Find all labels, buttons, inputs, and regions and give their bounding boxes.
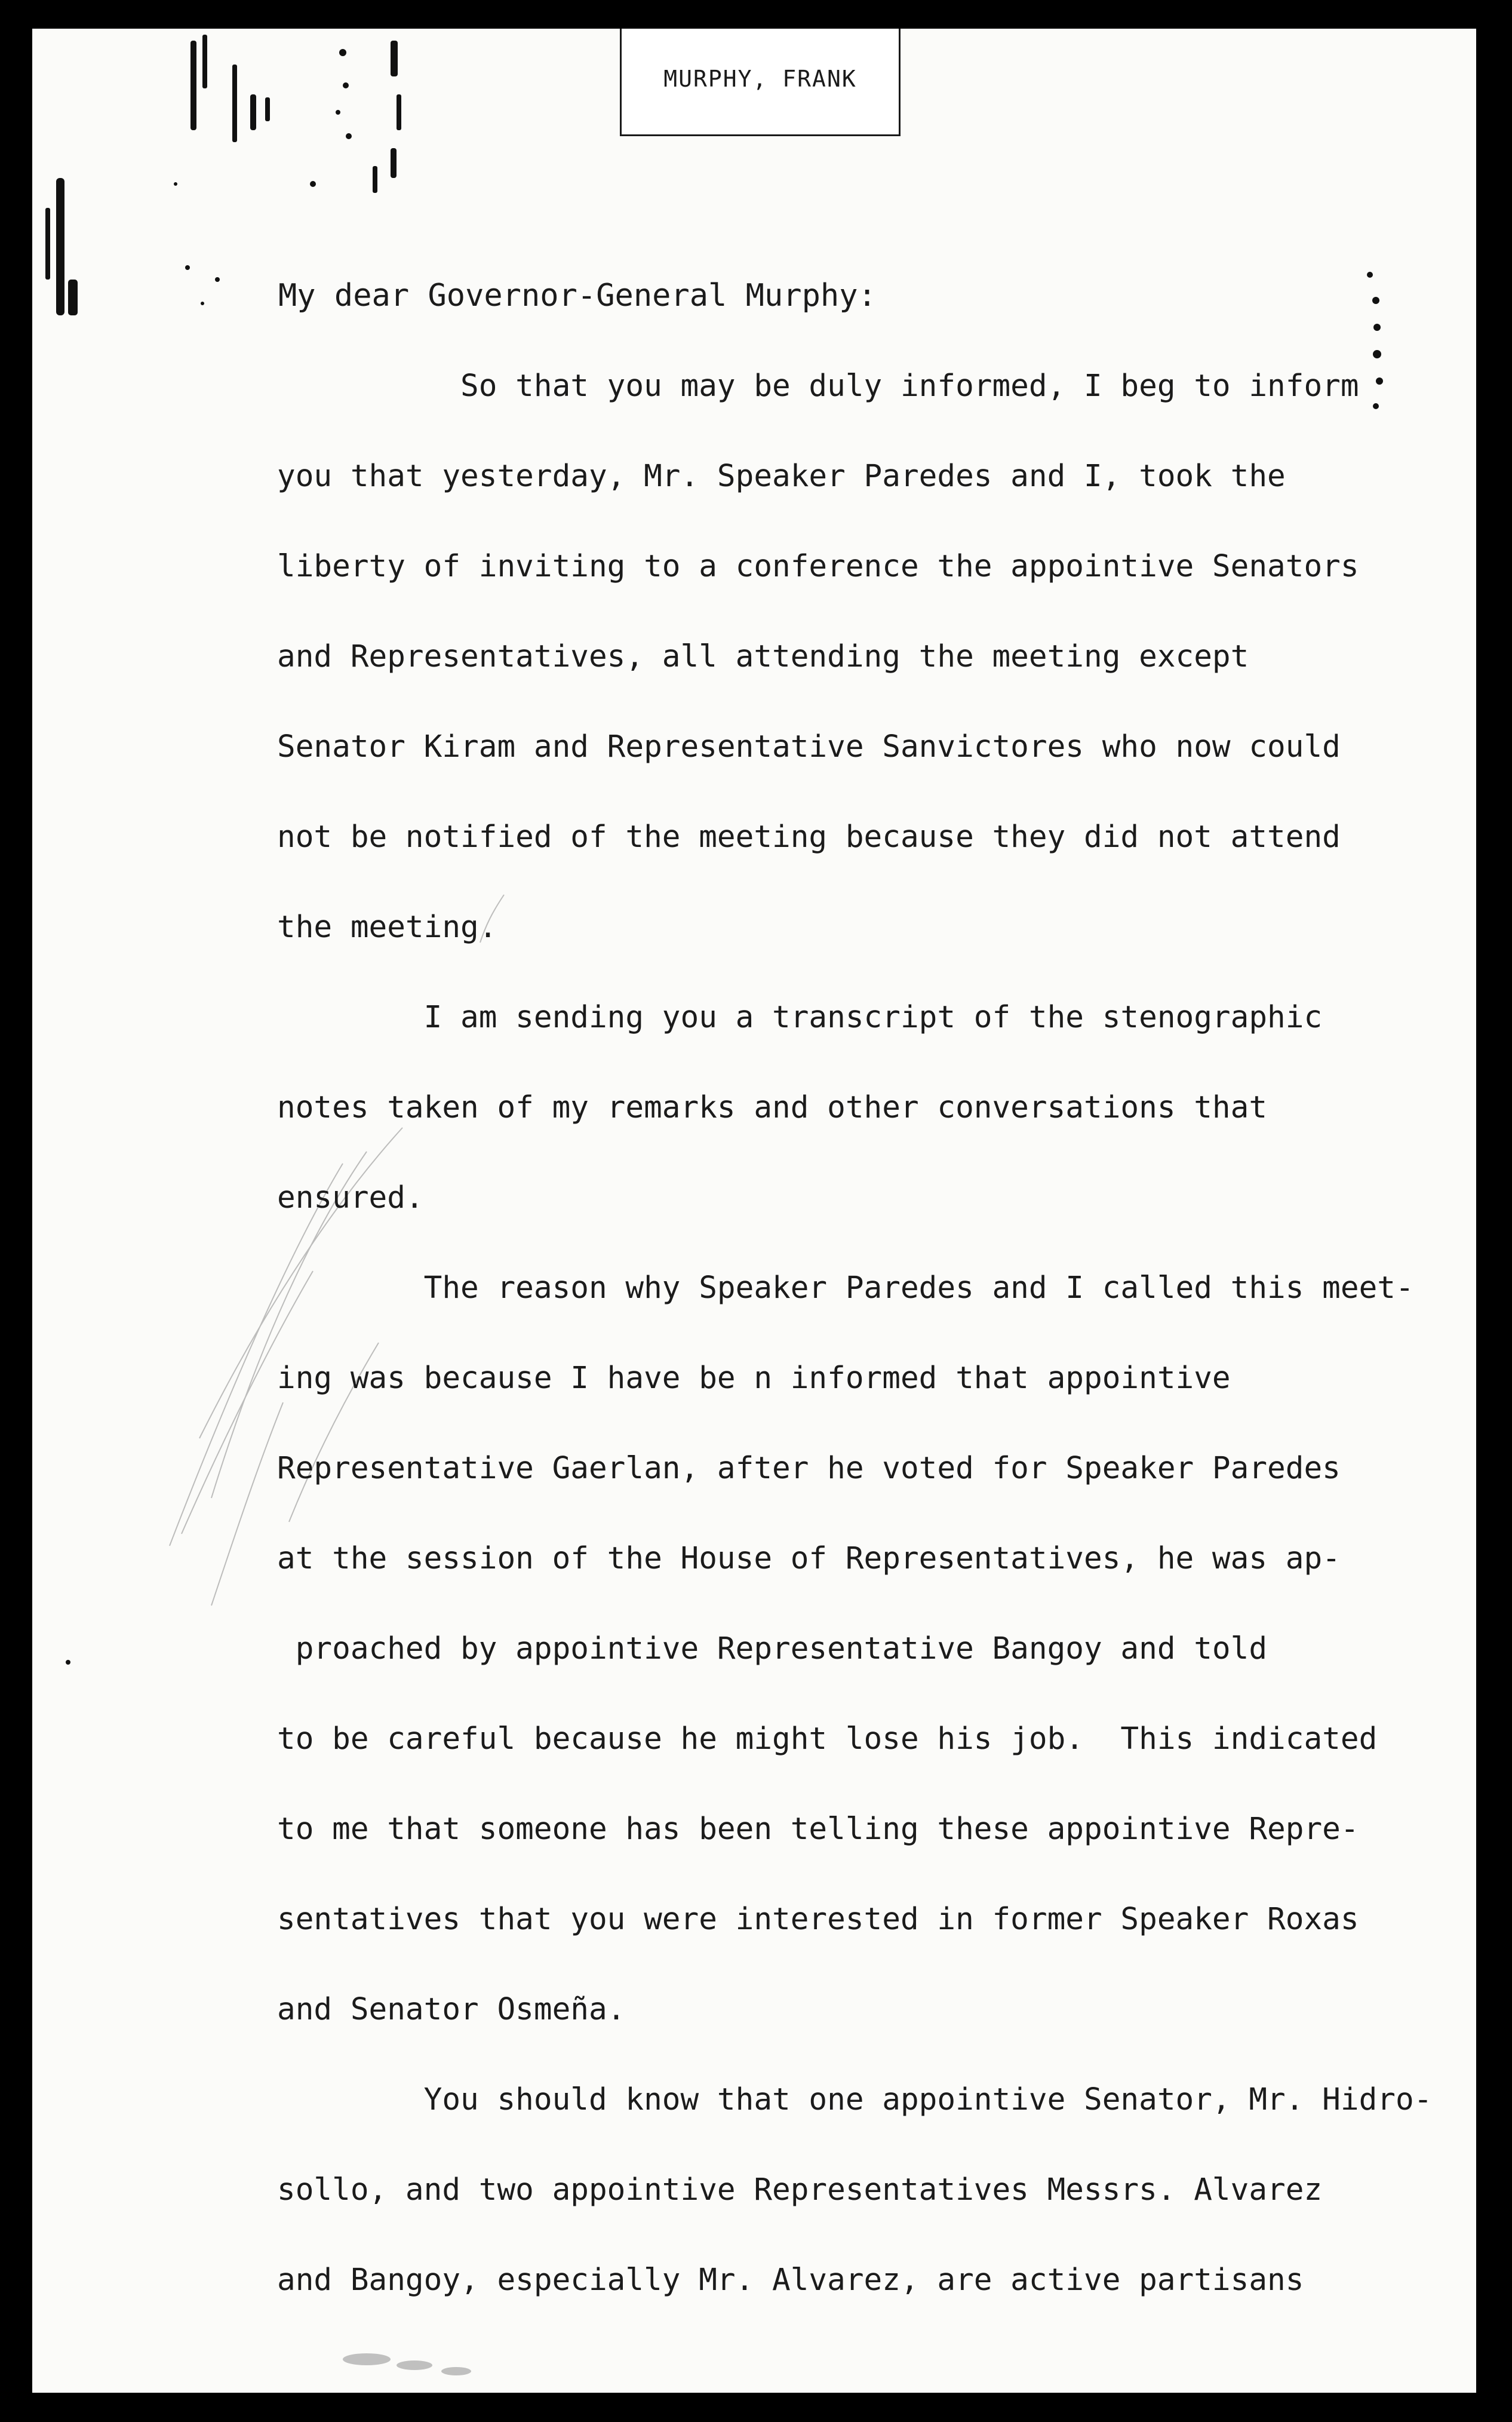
- letter-body: [277, 341, 1448, 2325]
- paragraph: [277, 972, 1448, 1243]
- bottom-smudge: [343, 2353, 471, 2375]
- text-line: Representative Gaerlan, after he voted for Speaker Paredes: [277, 1451, 1341, 1486]
- text-line: ing was because I have be n informed that appointive: [277, 1361, 1231, 1396]
- paragraph: [277, 1243, 1448, 2055]
- text-line: notes taken of my remarks and other conversations that: [277, 1090, 1268, 1125]
- text-line: So that you may be duly informed, I beg to inform: [277, 369, 1359, 404]
- text-line: sentatives that you were interested in former Speaker Roxas: [277, 1902, 1359, 1937]
- text-line: ensured.: [277, 1180, 424, 1215]
- text-line: and Representatives, all attending the meeting except: [277, 639, 1249, 674]
- file-label: MURPHY, FRANK: [620, 29, 901, 136]
- text-line: you that yesterday, Mr. Speaker Paredes and I, took the: [277, 459, 1286, 494]
- text-line: the meeting.: [277, 910, 497, 945]
- text-line: proached by appointive Representative Bangoy and told: [277, 1631, 1268, 1666]
- paragraph: [277, 2055, 1448, 2325]
- document-page: [32, 29, 1476, 2393]
- text-line: Senator Kiram and Representative Sanvictores who now could: [277, 729, 1341, 765]
- text-line: The reason why Speaker Paredes and I called this meet-: [277, 1270, 1414, 1306]
- salutation: My dear Governor-General Murphy:: [278, 278, 877, 314]
- text-line: I am sending you a transcript of the stenographic: [277, 1000, 1323, 1035]
- text-line: You should know that one appointive Senator, Mr. Hidro-: [277, 2082, 1433, 2117]
- text-line: to me that someone has been telling these appointive Repre-: [277, 1812, 1359, 1847]
- text-line: liberty of inviting to a conference the appointive Senators: [277, 549, 1359, 584]
- paragraph: [277, 341, 1448, 972]
- text-line: at the session of the House of Representatives, he was ap-: [277, 1541, 1341, 1576]
- text-line: sollo, and two appointive Representatives Messrs. Alvarez: [277, 2172, 1323, 2208]
- text-line: and Senator Osmeña.: [277, 1992, 626, 2027]
- text-line: to be careful because he might lose his job. This indicated: [277, 1721, 1378, 1757]
- text-line: not be notified of the meeting because they did not attend: [277, 819, 1341, 855]
- text-line: and Bangoy, especially Mr. Alvarez, are active partisans: [277, 2263, 1304, 2298]
